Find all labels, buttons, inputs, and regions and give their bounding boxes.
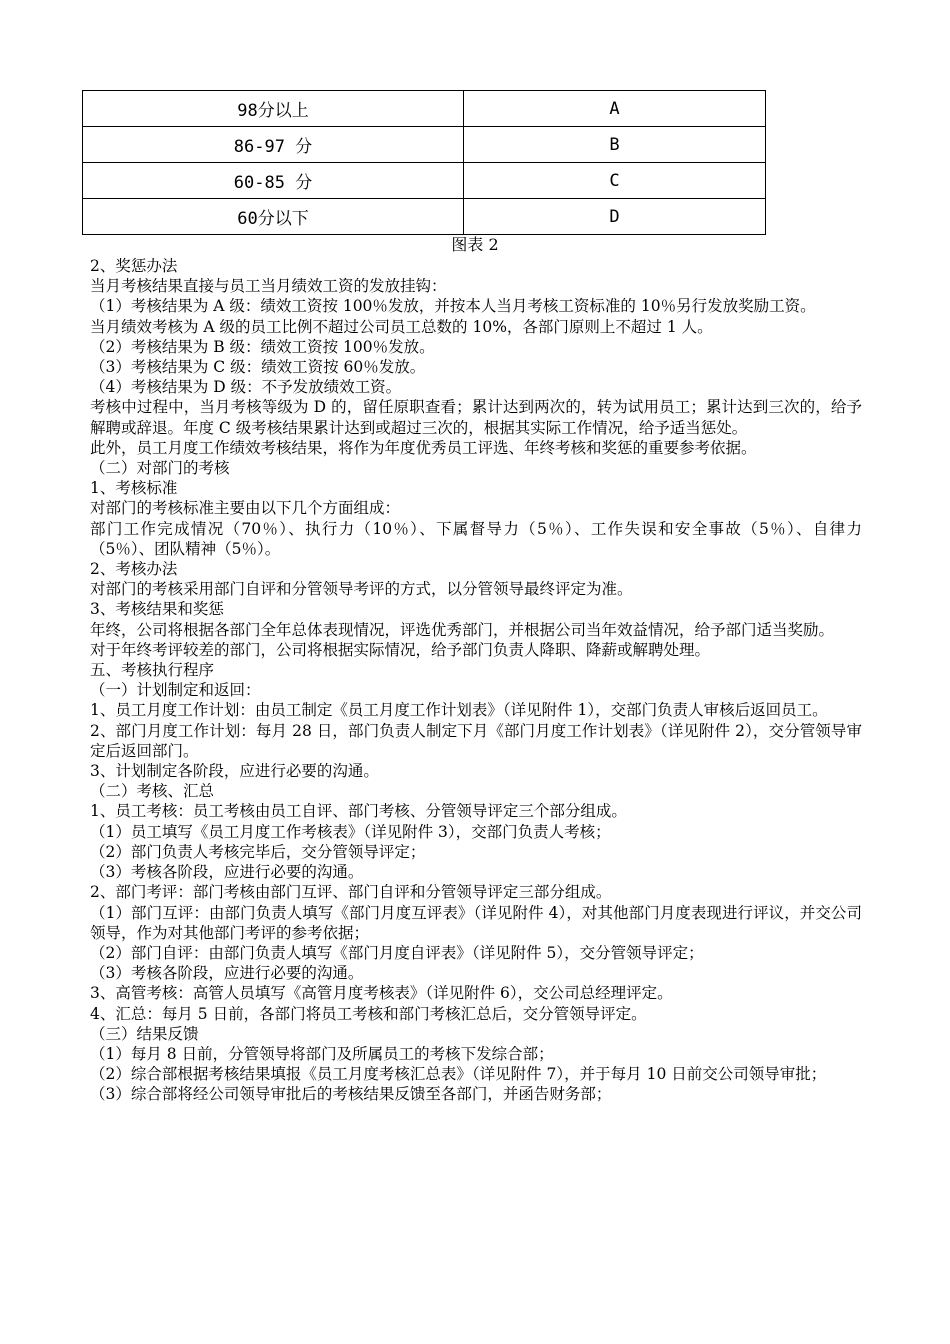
table-row	[83, 127, 766, 163]
score-cell: 60-85 分	[83, 163, 464, 199]
paragraph: （3）考核各阶段，应进行必要的沟通。	[90, 964, 364, 983]
grade-cell: A	[464, 91, 766, 127]
paragraph: 对部门的考核采用部门自评和分管领导考评的方式，以分管领导最终评定为准。	[90, 580, 633, 599]
paragraph: 2、奖惩办法	[90, 257, 178, 275]
paragraph: （4）考核结果为 D 级：不予发放绩效工资。	[90, 378, 402, 397]
paragraph: （3）考核结果为 C 级：绩效工资按 60％发放。	[90, 358, 426, 377]
paragraph: （3）考核各阶段，应进行必要的沟通。	[90, 863, 364, 882]
paragraph: （三）结果反馈	[90, 1024, 199, 1043]
paragraph: 此外，员工月度工作绩效考核结果，将作为年度优秀员工评选、年终考核和奖惩的重要参考依据。	[90, 438, 757, 457]
paragraph: 3、高管考核：高管人员填写《高管月度考核表》（详见附件 6），交公司总经理评定。	[90, 984, 673, 1003]
table-row	[83, 91, 766, 127]
paragraph: 部门工作完成情况（70％）、执行力（10％）、下属督导力（5％）、工作失误和安全事故（5％）、自律力（5％）、团队精神（5％）。	[90, 519, 862, 558]
paragraph: （2）考核结果为 B 级：绩效工资按 100％发放。	[90, 337, 435, 356]
paragraph: 五、考核执行程序	[90, 661, 215, 680]
paragraph: 当月考核结果直接与员工当月绩效工资的发放挂钩：	[90, 277, 447, 296]
paragraph: （二）对部门的考核	[90, 459, 230, 478]
paragraph: 1、员工考核：员工考核由员工自评、部门考核、分管领导评定三个部分组成。	[90, 802, 627, 821]
paragraph: 4、汇总：每月 5 日前，各部门将员工考核和部门考核汇总后，交分管领导评定。	[90, 1004, 647, 1023]
paragraph: 1、考核标准	[90, 479, 178, 498]
paragraph: （3）综合部将经公司领导审批后的考核结果反馈至各部门，并函告财务部；	[90, 1085, 612, 1104]
paragraph: 考核中过程中，当月考核等级为 D 的，留任原职查看；累计达到两次的，转为试用员工；累计达到三次的，给予解聘或辞退。年度 C 级考核结果累计达到或超过三次的，根据其实际工作情况，给予适当惩处。	[90, 398, 862, 437]
paragraph: 年终，公司将根据各部门全年总体表现情况，评选优秀部门，并根据公司当年效益情况，给予部门适当奖励。	[90, 620, 835, 639]
table-row	[83, 199, 766, 235]
paragraph: 3、计划制定各阶段，应进行必要的沟通。	[90, 762, 379, 781]
paragraph: （1）员工填写《员工月度工作考核表》（详见附件 3），交部门负责人考核；	[90, 822, 611, 841]
paragraph: （2）部门自评：由部门负责人填写《部门月度自评表》（详见附件 5），交分管领导评定；	[90, 943, 704, 962]
paragraph: 2、考核办法	[90, 560, 178, 579]
paragraph: 1、员工月度工作计划：由员工制定《员工月度工作计划表》（详见附件 1），交部门负责人审核后返回员工。	[90, 701, 828, 720]
table-caption: 图表 2	[451, 235, 499, 254]
paragraph: （2）综合部根据考核结果填报《员工月度考核汇总表》（详见附件 7），并于每月 10 日前交公司领导审批；	[90, 1065, 827, 1084]
paragraph: （二）考核、汇总	[90, 782, 215, 801]
paragraph: 2、部门考评：部门考核由部门互评、部门自评和分管领导评定三部分组成。	[90, 883, 612, 902]
score-cell: 86-97 分	[83, 127, 464, 163]
paragraph: （1）每月 8 日前，分管领导将部门及所属员工的考核下发综合部；	[90, 1044, 554, 1063]
table-row	[83, 163, 766, 199]
paragraph: 3、考核结果和奖惩	[90, 600, 224, 619]
paragraph: （1）考核结果为 A 级：绩效工资按 100％发放，并按本人当月考核工资标准的 10％另行发放奖励工资。	[90, 297, 816, 316]
paragraph: 对于年终考评较差的部门，公司将根据实际情况，给予部门负责人降职、降薪或解聘处理。	[90, 640, 711, 659]
paragraph: 2、部门月度工作计划：每月 28 日，部门负责人制定下月《部门月度工作计划表》（详见附件 2），交分管领导审定后返回部门。	[90, 721, 862, 760]
grade-cell: D	[464, 199, 766, 235]
paragraph: 对部门的考核标准主要由以下几个方面组成：	[90, 499, 401, 518]
document-body	[90, 256, 862, 1105]
grade-table	[82, 90, 766, 235]
score-cell: 98分以上	[83, 91, 464, 127]
score-cell: 60分以下	[83, 199, 464, 235]
grade-cell: B	[464, 127, 766, 163]
grade-cell: C	[464, 163, 766, 199]
paragraph: （2）部门负责人考核完毕后，交分管领导评定；	[90, 842, 426, 861]
paragraph: （一）计划制定和返回：	[90, 681, 261, 700]
paragraph: 当月绩效考核为 A 级的员工比例不超过公司员工总数的 10%，各部门原则上不超过 1 人。	[90, 317, 713, 336]
paragraph: （1）部门互评：由部门负责人填写《部门月度互评表》（详见附件 4），对其他部门月度表现进行评议，并交公司领导，作为对其他部门考评的参考依据；	[90, 903, 862, 942]
